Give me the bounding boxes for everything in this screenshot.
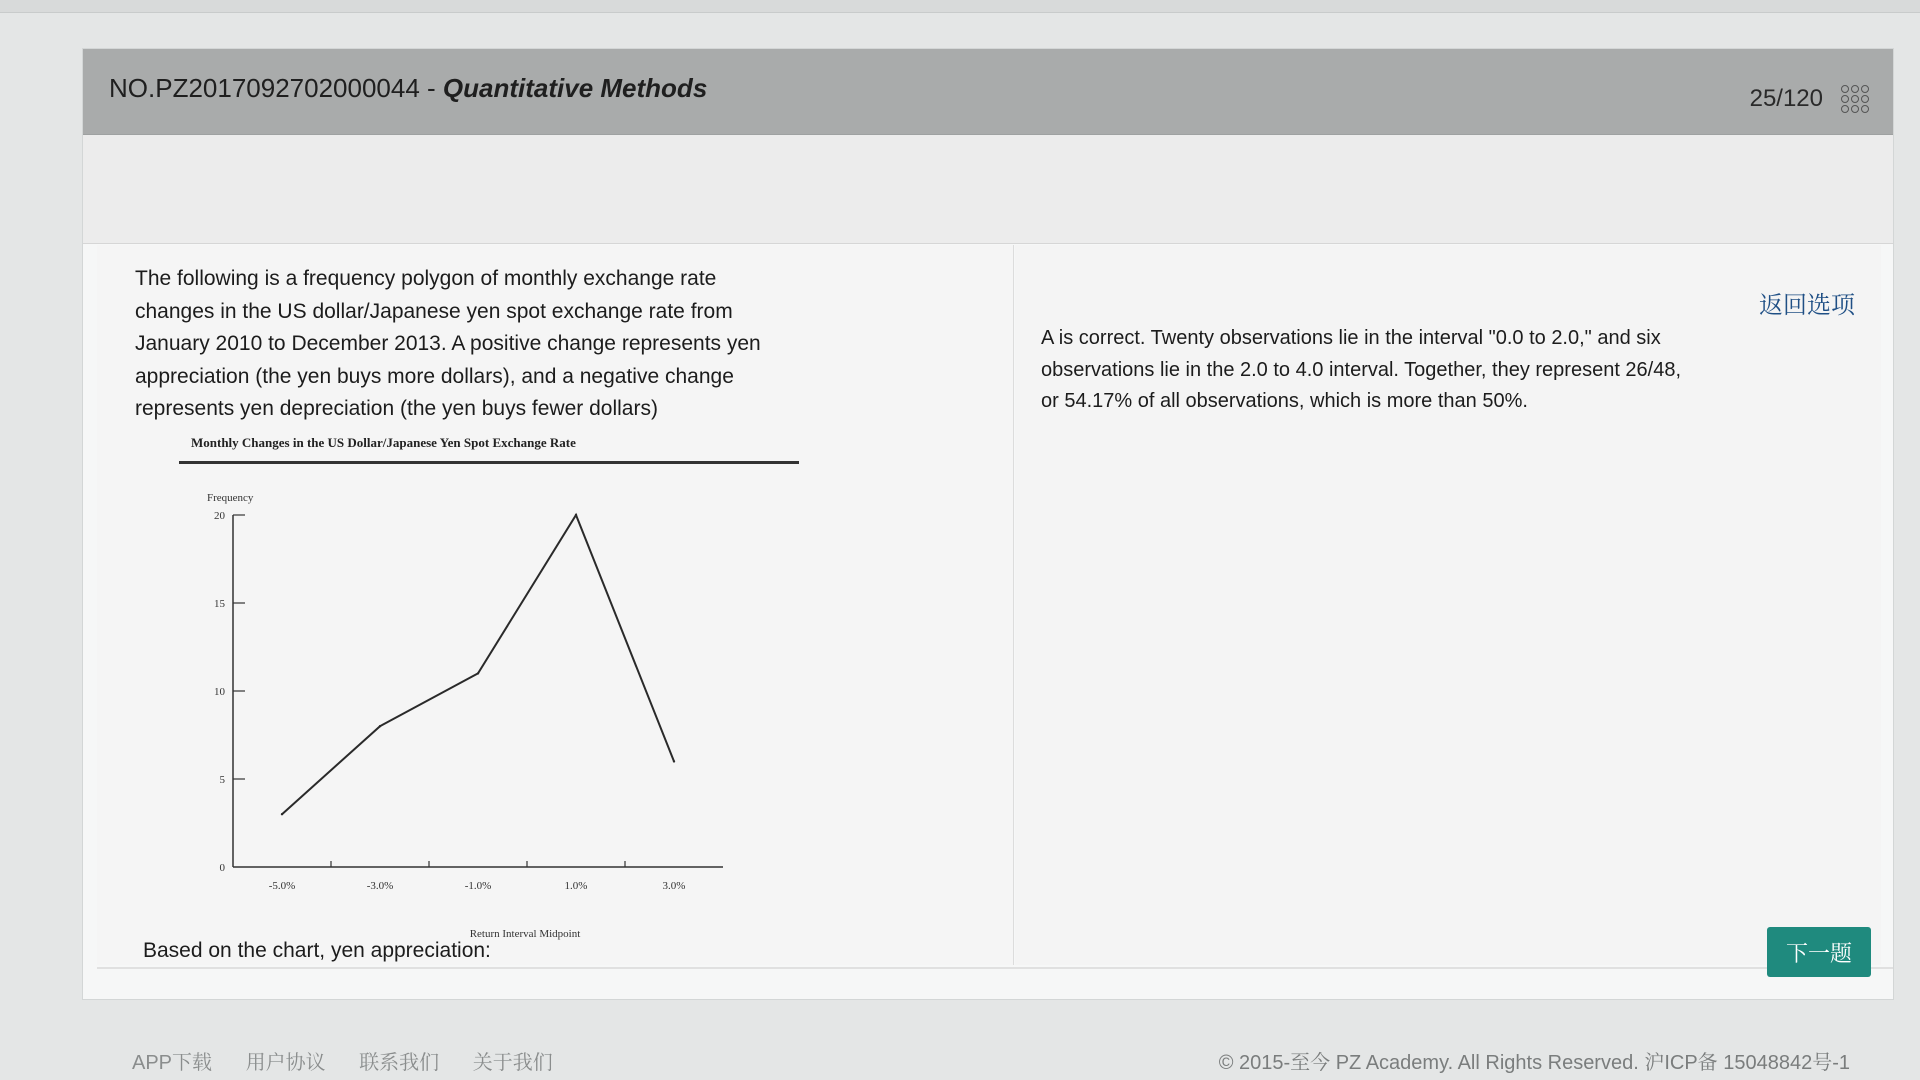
next-question-button[interactable]: 下一题: [1767, 927, 1871, 977]
y-tick-label-1: 5: [219, 774, 225, 786]
footer-link-contact[interactable]: 联系我们: [359, 1052, 440, 1074]
subject-name: Quantitative Methods: [442, 73, 708, 103]
footer-link-app[interactable]: APP下载: [132, 1052, 213, 1074]
question-card: [82, 48, 1894, 1000]
data-point-0: [281, 813, 283, 815]
footer-link-agreement[interactable]: 用户协议: [245, 1052, 326, 1074]
question-pane: [97, 245, 1014, 965]
data-point-1: [379, 725, 381, 727]
question-prompt: Based on the chart, yen appreciation:: [143, 939, 491, 962]
y-tick-label-0: 0: [219, 862, 225, 874]
data-point-4: [673, 760, 675, 762]
question-header: [83, 49, 1893, 135]
copyright-text: © 2015-至今 PZ Academy. All Rights Reserved. 沪ICP备 15048842号-1: [1218, 1052, 1850, 1074]
back-to-options-link[interactable]: 返回选项: [1759, 292, 1855, 319]
frequency-polygon-chart: [177, 471, 797, 941]
question-stem: The following is a frequency polygon of monthly exchange rate changes in the US dollar/Japanese yen spot exchange rate from January 2010 to December 2013. A positive change represents yen appreciation (the yen buys more dollars), and a negative change represents yen depreciation (the yen buys fewer dollars): [135, 267, 761, 420]
question-title: [109, 73, 707, 104]
data-point-2: [477, 672, 479, 674]
toolbar-area: [83, 135, 1893, 244]
data-point-3: [575, 514, 577, 516]
progress-counter: 25/120: [1749, 85, 1823, 112]
y-tick-label-4: 20: [214, 510, 225, 522]
x-tick-label-2: -1.0%: [464, 880, 492, 892]
x-axis-label: Return Interval Midpoint: [469, 928, 581, 940]
question-number: NO.PZ2017092702000044 -: [109, 73, 443, 103]
x-tick-label-4: 3.0%: [662, 880, 686, 892]
footer-link-about[interactable]: 关于我们: [472, 1052, 553, 1074]
frequency-line: [282, 515, 674, 814]
footer-links: [132, 1046, 581, 1075]
chart-title-rule: [179, 461, 799, 464]
x-tick-label-0: -5.0%: [268, 880, 296, 892]
card-footer-divider: [97, 967, 1893, 969]
y-tick-label-2: 10: [214, 686, 225, 698]
page-footer: [0, 1030, 1920, 1080]
chart-title: Monthly Changes in the US Dollar/Japanese Yen Spot Exchange Rate: [191, 435, 576, 450]
x-tick-label-3: 1.0%: [564, 880, 588, 892]
answer-explanation: A is correct. Twenty observations lie in the interval "0.0 to 2.0," and six observations lie in the 2.0 to 4.0 interval. Together, they represent 26/48, or 54.17% of all observations, which is more than 50%.: [1041, 327, 1682, 412]
answer-pane: [1015, 245, 1881, 965]
y-tick-label-3: 15: [214, 598, 225, 610]
y-axis-label: Frequency: [207, 492, 254, 504]
browser-top-edge: [0, 0, 1920, 13]
x-tick-label-1: -3.0%: [366, 880, 394, 892]
question-grid-icon[interactable]: [1841, 85, 1869, 113]
